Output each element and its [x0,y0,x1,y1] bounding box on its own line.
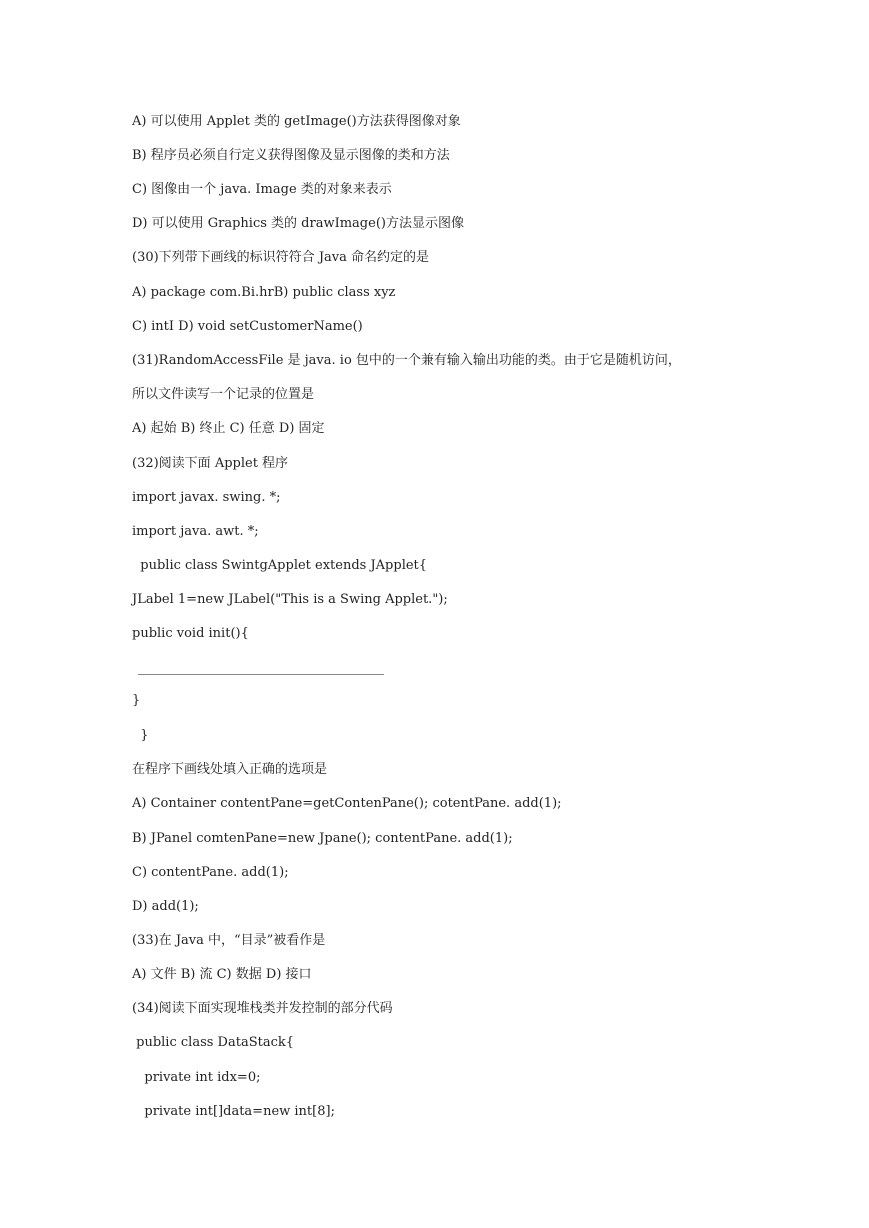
question-32: (32)阅读下面 Applet 程序 [132,456,289,471]
code-line: public void init(){ [132,626,249,641]
q30-options-ab: A) package com.Bi.hrB) public class xyz [132,285,396,300]
code-line: private int[]data=new int[8]; [132,1104,335,1119]
code-line: } [132,693,141,708]
code-line: private int idx=0; [132,1070,261,1085]
code-line: public class DataStack{ [132,1035,294,1050]
q32-option-d: D) add(1); [132,899,199,914]
option-d-line: D) 可以使用 Graphics 类的 drawImage()方法显示图像 [132,216,464,231]
question-33: (33)在 Java 中，“目录”被看作是 [132,933,326,948]
code-line: } [132,728,149,743]
option-c-line: C) 图像由一个 java. Image 类的对象来表示 [132,182,392,197]
question-31: (31)RandomAccessFile 是 java. io 包中的一个兼有输入输出功能的类。由于它是随机访问， [132,353,681,368]
fill-in-blank-underline [138,674,384,675]
code-line: JLabel 1=new JLabel("This is a Swing Applet."); [132,592,448,607]
code-line: public class SwintgApplet extends JApplet{ [132,558,428,573]
question-31-cont: 所以文件读写一个记录的位置是 [132,387,315,402]
option-a-line: A) 可以使用 Applet 类的 getImage()方法获得图像对象 [132,114,461,129]
q33-options: A) 文件 B) 流 C) 数据 D) 接口 [132,967,312,982]
question-30: (30)下列带下画线的标识符符合 Java 命名约定的是 [132,250,430,265]
code-line: import javax. swing. *; [132,490,281,505]
code-line: import java. awt. *; [132,524,259,539]
q31-options: A) 起始 B) 终止 C) 任意 D) 固定 [132,421,325,436]
q32-option-a: A) Container contentPane=getContenPane(); cotentPane. add(1); [132,796,562,811]
q30-options-cd: C) intI D) void setCustomerName() [132,319,363,334]
option-b-line: B) 程序员必须自行定义获得图像及显示图像的类和方法 [132,148,450,163]
q32-prompt: 在程序下画线处填入正确的选项是 [132,762,328,777]
question-34: (34)阅读下面实现堆栈类并发控制的部分代码 [132,1001,393,1016]
q32-option-b: B) JPanel comtenPane=new Jpane(); contentPane. add(1); [132,831,513,846]
q32-option-c: C) contentPane. add(1); [132,865,289,880]
